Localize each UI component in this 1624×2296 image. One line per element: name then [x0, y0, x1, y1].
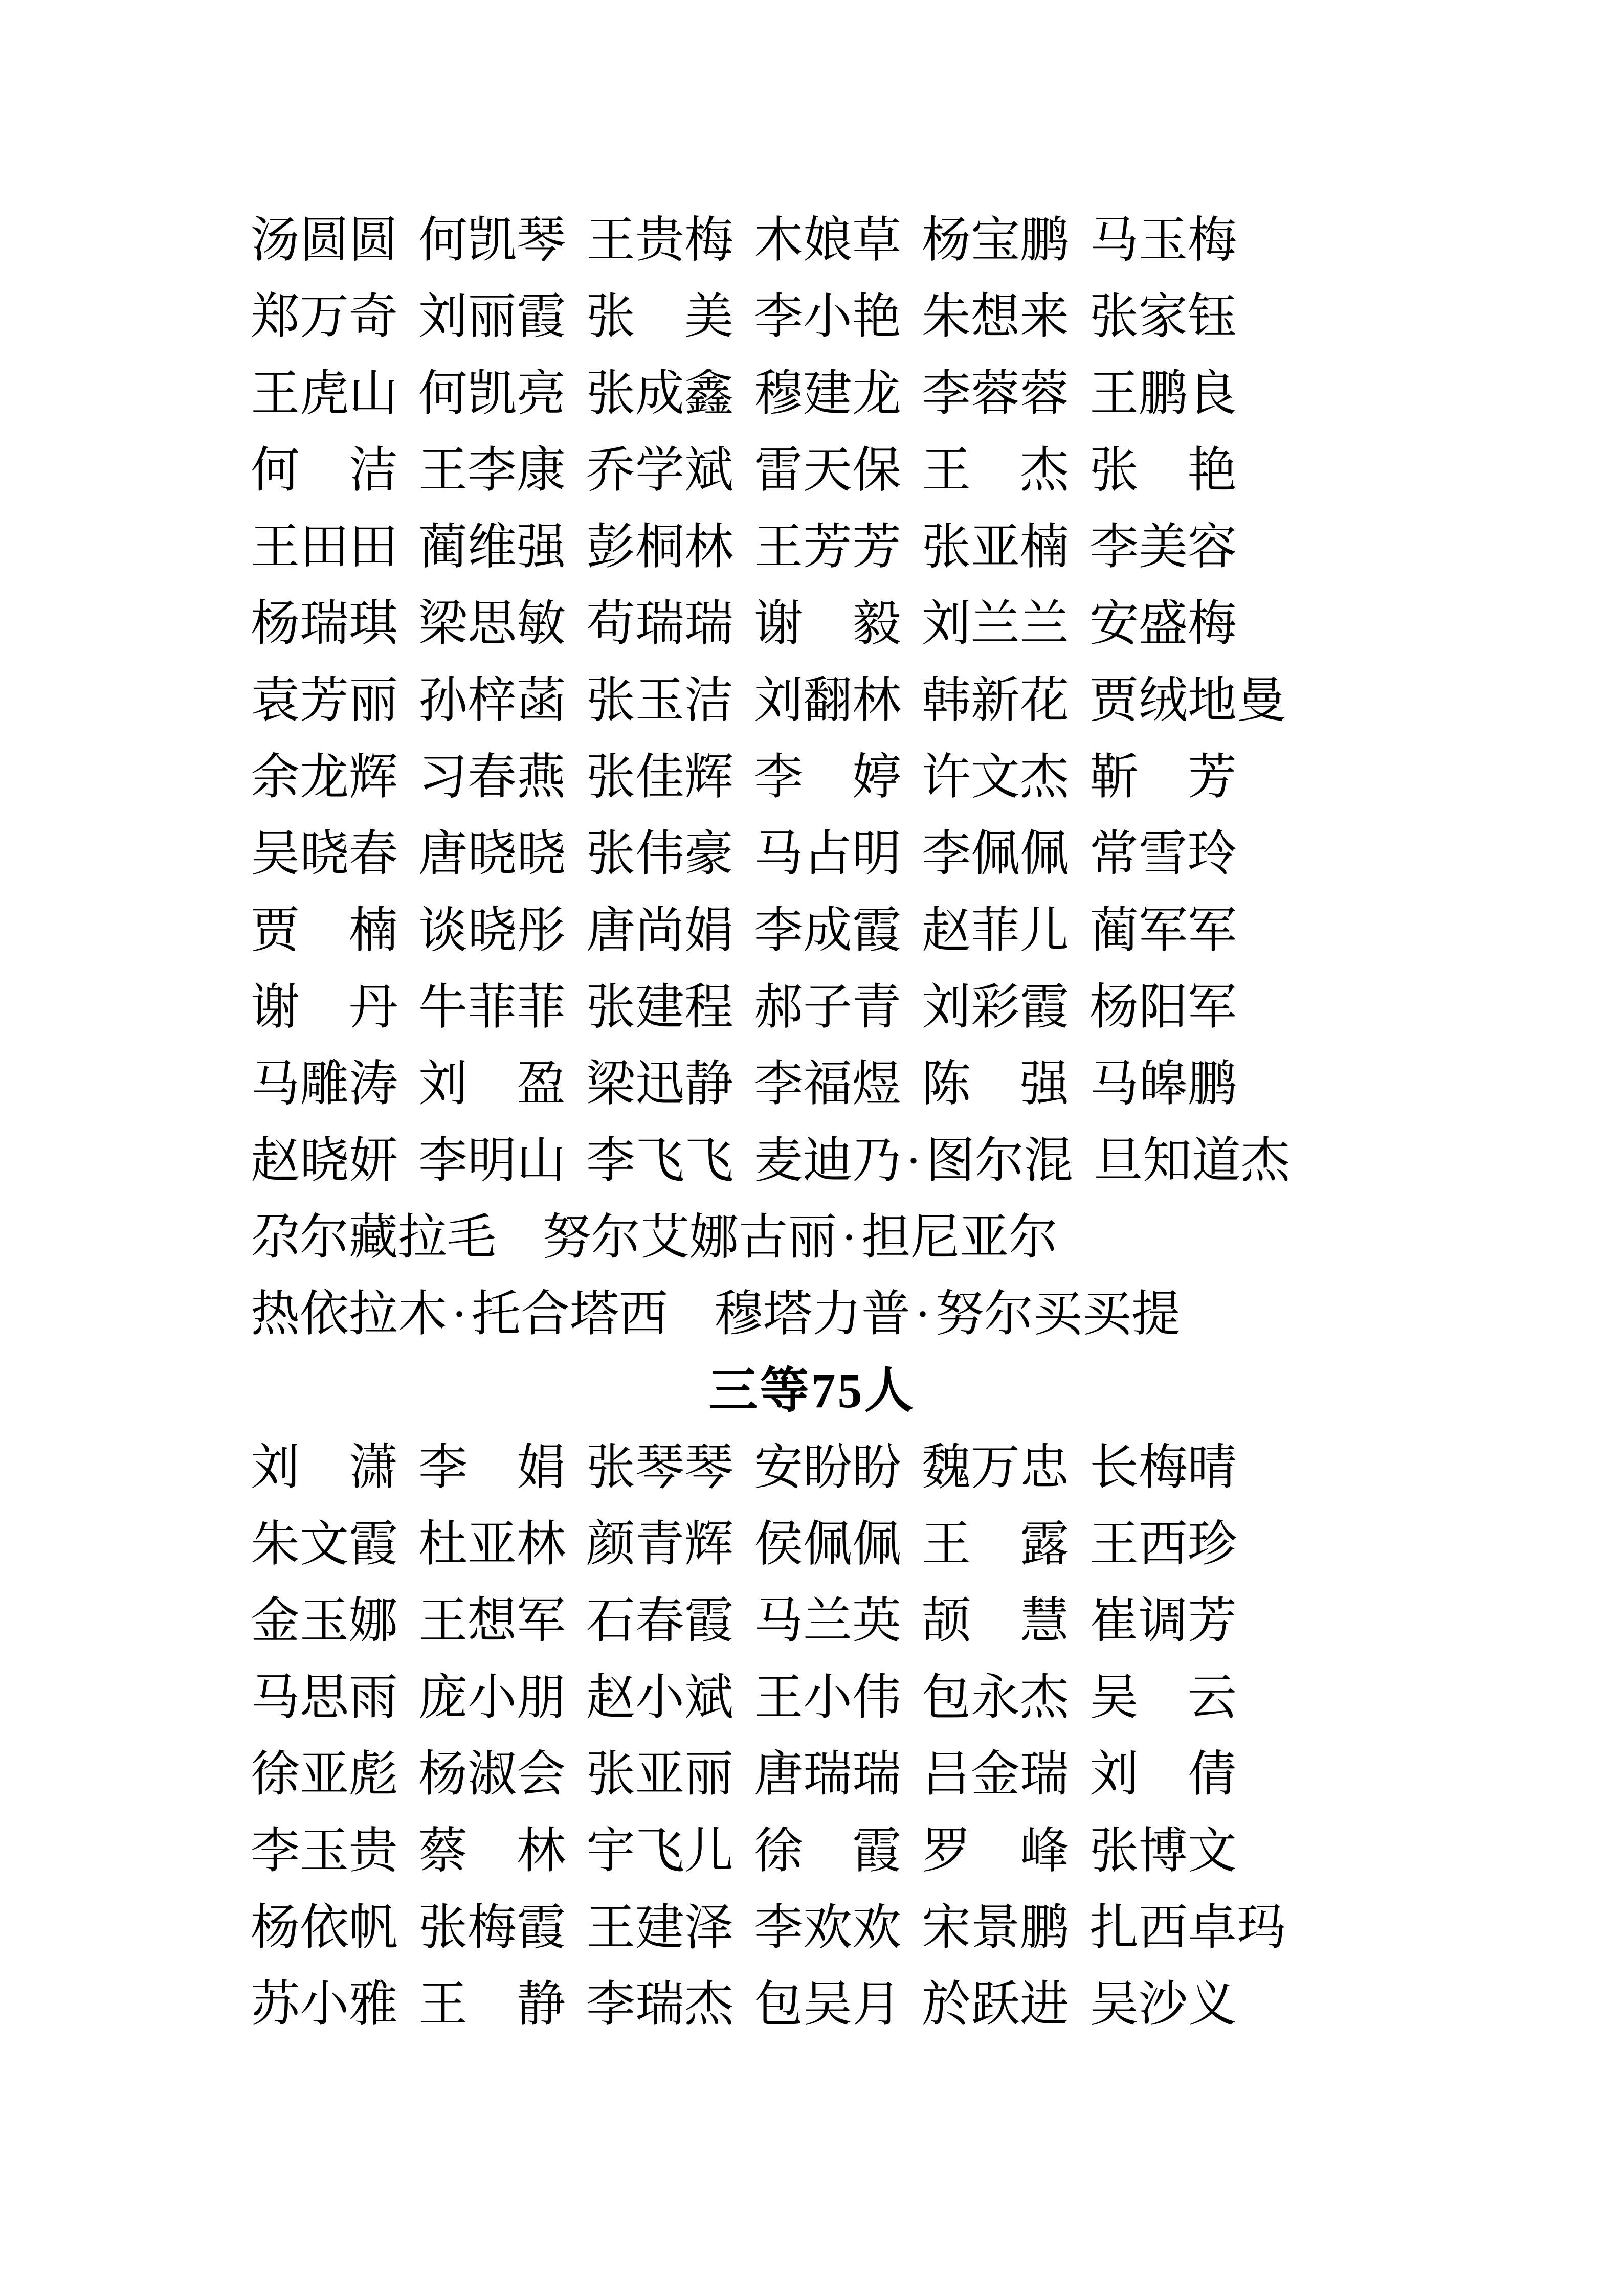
person-name: 乔 学 斌 [586, 443, 733, 498]
person-name: 刘 彩 霞 [922, 980, 1069, 1034]
person-name: 李 福 煜 [754, 1056, 901, 1111]
person-name: 朱 想 来 [922, 289, 1069, 344]
name-row [0, 1889, 1624, 1966]
person-name: 苟 瑞 瑞 [586, 596, 733, 651]
person-name: 梁 思 敏 [418, 596, 566, 651]
person-name: 张 亚 丽 [586, 1747, 733, 1802]
person-name: 许 文 杰 [922, 750, 1069, 804]
name-row [0, 1122, 1624, 1199]
person-name: 贾 绒 地 曼 [1089, 673, 1286, 728]
person-name: 赵 菲 儿 [922, 903, 1069, 958]
person-name: 金 玉 娜 [251, 1593, 398, 1648]
person-name: 赵 小 斌 [586, 1670, 733, 1725]
person-name: 刘 翻 林 [754, 673, 901, 728]
person-name: 苏 小 雅 [251, 1977, 398, 2032]
person-name: 朱 文 霞 [251, 1517, 398, 1571]
person-name: 穆 建 龙 [754, 366, 901, 421]
person-name: 吴 沙 义 [1089, 1977, 1237, 2032]
person-name: 马 皞 鹏 [1089, 1056, 1237, 1111]
person-name: 徐 亚 彪 [251, 1747, 398, 1802]
person-name: 王 李 康 [418, 443, 566, 498]
person-name: 李 欢 欢 [754, 1900, 901, 1955]
person-name: 李 飞 飞 [586, 1133, 733, 1188]
person-name: 侯 佩 佩 [754, 1517, 901, 1571]
person-name: 常 雪 玲 [1089, 826, 1237, 881]
person-name: 尕 尔 藏 拉 毛 [251, 1210, 496, 1265]
person-name: 郑 万 奇 [251, 289, 398, 344]
person-name: 谢 丹 [251, 980, 398, 1034]
person-name: 包 永 杰 [922, 1670, 1069, 1725]
person-name: 颜 青 辉 [586, 1517, 733, 1571]
person-name: 李 明 山 [418, 1133, 566, 1188]
person-name: 王 想 军 [418, 1593, 566, 1648]
person-name: 张 伟 豪 [586, 826, 733, 881]
person-name: 张 梅 霞 [418, 1900, 566, 1955]
person-name: 张 艳 [1089, 443, 1237, 498]
person-name: 李 玉 贵 [251, 1824, 398, 1878]
person-name: 木 娘 草 [754, 213, 901, 267]
person-name: 长 梅 晴 [1089, 1440, 1237, 1495]
person-name: 梁 迅 静 [586, 1056, 733, 1111]
person-name: 张 佳 辉 [586, 750, 733, 804]
person-name: 杨 宝 鹏 [922, 213, 1069, 267]
person-name: 李 成 霞 [754, 903, 901, 958]
third-class-heading [0, 1353, 1624, 1429]
person-name: 马 思 雨 [251, 1670, 398, 1725]
name-row [0, 1429, 1624, 1506]
person-name: 石 春 霞 [586, 1593, 733, 1648]
name-row [0, 586, 1624, 662]
person-name: 张 成 鑫 [586, 366, 733, 421]
person-name: 崔 调 芳 [1089, 1593, 1237, 1648]
person-name: 宋 景 鹏 [922, 1900, 1069, 1955]
person-name: 吕 金 瑞 [922, 1747, 1069, 1802]
person-name: 蔡 林 [418, 1824, 566, 1878]
person-name: 刘 兰 兰 [922, 596, 1069, 651]
person-name: 郝 子 青 [754, 980, 901, 1034]
person-name: 吴 云 [1089, 1670, 1237, 1725]
person-name: 吴 晓 春 [251, 826, 398, 881]
person-name: 王 静 [418, 1977, 566, 2032]
name-row [0, 739, 1624, 816]
name-row [0, 1506, 1624, 1583]
name-row [0, 202, 1624, 279]
person-name: 彭 桐 林 [586, 520, 733, 574]
person-name: 余 龙 辉 [251, 750, 398, 804]
person-name: 马 玉 梅 [1089, 213, 1237, 267]
person-name: 唐 尚 娟 [586, 903, 733, 958]
person-name: 魏 万 忠 [922, 1440, 1069, 1495]
name-row [0, 1199, 1624, 1276]
person-name: 谈 晓 彤 [418, 903, 566, 958]
person-name: 李 婷 [754, 750, 901, 804]
person-name: 宇 飞 儿 [586, 1824, 733, 1878]
person-name: 马 占 明 [754, 826, 901, 881]
name-row [0, 816, 1624, 892]
person-name: 颉 慧 [922, 1593, 1069, 1648]
name-row [0, 1276, 1624, 1353]
person-name: 包 吴 月 [754, 1977, 901, 2032]
person-name: 杜 亚 林 [418, 1517, 566, 1571]
name-row [0, 1813, 1624, 1889]
person-name: 谢 毅 [754, 596, 901, 651]
person-name: 杨 依 帆 [251, 1900, 398, 1955]
person-name: 贾 楠 [251, 903, 398, 958]
person-name: 王 虎 山 [251, 366, 398, 421]
name-row [0, 432, 1624, 509]
person-name: 张 亚 楠 [922, 520, 1069, 574]
name-row [0, 1736, 1624, 1813]
name-row [0, 355, 1624, 432]
person-name: 於 跃 进 [922, 1977, 1069, 2032]
person-name: 马 雕 涛 [251, 1056, 398, 1111]
person-name: 庞 小 朋 [418, 1670, 566, 1725]
person-name: 王 露 [922, 1517, 1069, 1571]
person-name: 张 建 程 [586, 980, 733, 1034]
person-name: 唐 瑞 瑞 [754, 1747, 901, 1802]
person-name: 张 博 文 [1089, 1824, 1237, 1878]
person-name: 王 鹏 良 [1089, 366, 1237, 421]
person-name: 习 春 燕 [418, 750, 566, 804]
award-name-list-document [0, 202, 1624, 2043]
name-row [0, 662, 1624, 739]
person-name: 王 杰 [922, 443, 1069, 498]
person-name: 王 田 田 [251, 520, 398, 574]
person-name: 旦 知 道 杰 [1094, 1133, 1290, 1188]
person-name: 刘 潇 [251, 1440, 398, 1495]
person-name: 何 凯 琴 [418, 213, 566, 267]
person-name: 安 盼 盼 [754, 1440, 901, 1495]
person-name: 罗 峰 [922, 1824, 1069, 1878]
person-name: 赵 晓 妍 [251, 1133, 398, 1188]
person-name: 王 贵 梅 [586, 213, 733, 267]
person-name: 杨 阳 军 [1089, 980, 1237, 1034]
person-name: 杨 淑 会 [418, 1747, 566, 1802]
name-row [0, 1659, 1624, 1736]
person-name: 王 小 伟 [754, 1670, 901, 1725]
person-name: 安 盛 梅 [1089, 596, 1237, 651]
person-name: 李 美 容 [1089, 520, 1237, 574]
name-row [0, 509, 1624, 586]
person-name: 牛 菲 菲 [418, 980, 566, 1034]
person-name: 何 洁 [251, 443, 398, 498]
person-name: 王 建 泽 [586, 1900, 733, 1955]
section-heading-text: 三等75人 [708, 1363, 916, 1418]
person-name: 靳 芳 [1089, 750, 1237, 804]
person-name: 热 依 拉 木 · 托 合 塔 西 [251, 1287, 668, 1341]
person-name: 张 美 [586, 289, 733, 344]
name-row [0, 1966, 1624, 2043]
person-name: 韩 新 花 [922, 673, 1069, 728]
person-name: 何 凯 亮 [418, 366, 566, 421]
person-name: 蔺 军 军 [1089, 903, 1237, 958]
person-name: 努 尔 艾 娜 古 丽 · 担 尼 亚 尔 [542, 1210, 1058, 1265]
name-row [0, 969, 1624, 1046]
name-row [0, 1583, 1624, 1659]
name-row [0, 279, 1624, 355]
person-name: 李 小 艳 [754, 289, 901, 344]
name-row [0, 892, 1624, 969]
person-name: 扎 西 卓 玛 [1089, 1900, 1286, 1955]
person-name: 刘 倩 [1089, 1747, 1237, 1802]
person-name: 麦 迪 乃 · 图 尔 混 [754, 1133, 1073, 1188]
person-name: 穆 塔 力 普 · 努 尔 买 买 提 [714, 1287, 1181, 1341]
person-name: 王 芳 芳 [754, 520, 901, 574]
person-name: 刘 丽 霞 [418, 289, 566, 344]
person-name: 张 玉 洁 [586, 673, 733, 728]
person-name: 陈 强 [922, 1056, 1069, 1111]
person-name: 袁 芳 丽 [251, 673, 398, 728]
person-name: 汤 圆 圆 [251, 213, 398, 267]
person-name: 李 瑞 杰 [586, 1977, 733, 2032]
person-name: 李 蓉 蓉 [922, 366, 1069, 421]
person-name: 唐 晓 晓 [418, 826, 566, 881]
person-name: 王 西 珍 [1089, 1517, 1237, 1571]
person-name: 张 家 钰 [1089, 289, 1237, 344]
person-name: 刘 盈 [418, 1056, 566, 1111]
person-name: 李 佩 佩 [922, 826, 1069, 881]
person-name: 杨 瑞 琪 [251, 596, 398, 651]
person-name: 张 琴 琴 [586, 1440, 733, 1495]
person-name: 蔺 维 强 [418, 520, 566, 574]
person-name: 孙 梓 菡 [418, 673, 566, 728]
name-row [0, 1046, 1624, 1122]
person-name: 李 娟 [418, 1440, 566, 1495]
person-name: 徐 霞 [754, 1824, 901, 1878]
person-name: 雷 天 保 [754, 443, 901, 498]
person-name: 马 兰 英 [754, 1593, 901, 1648]
